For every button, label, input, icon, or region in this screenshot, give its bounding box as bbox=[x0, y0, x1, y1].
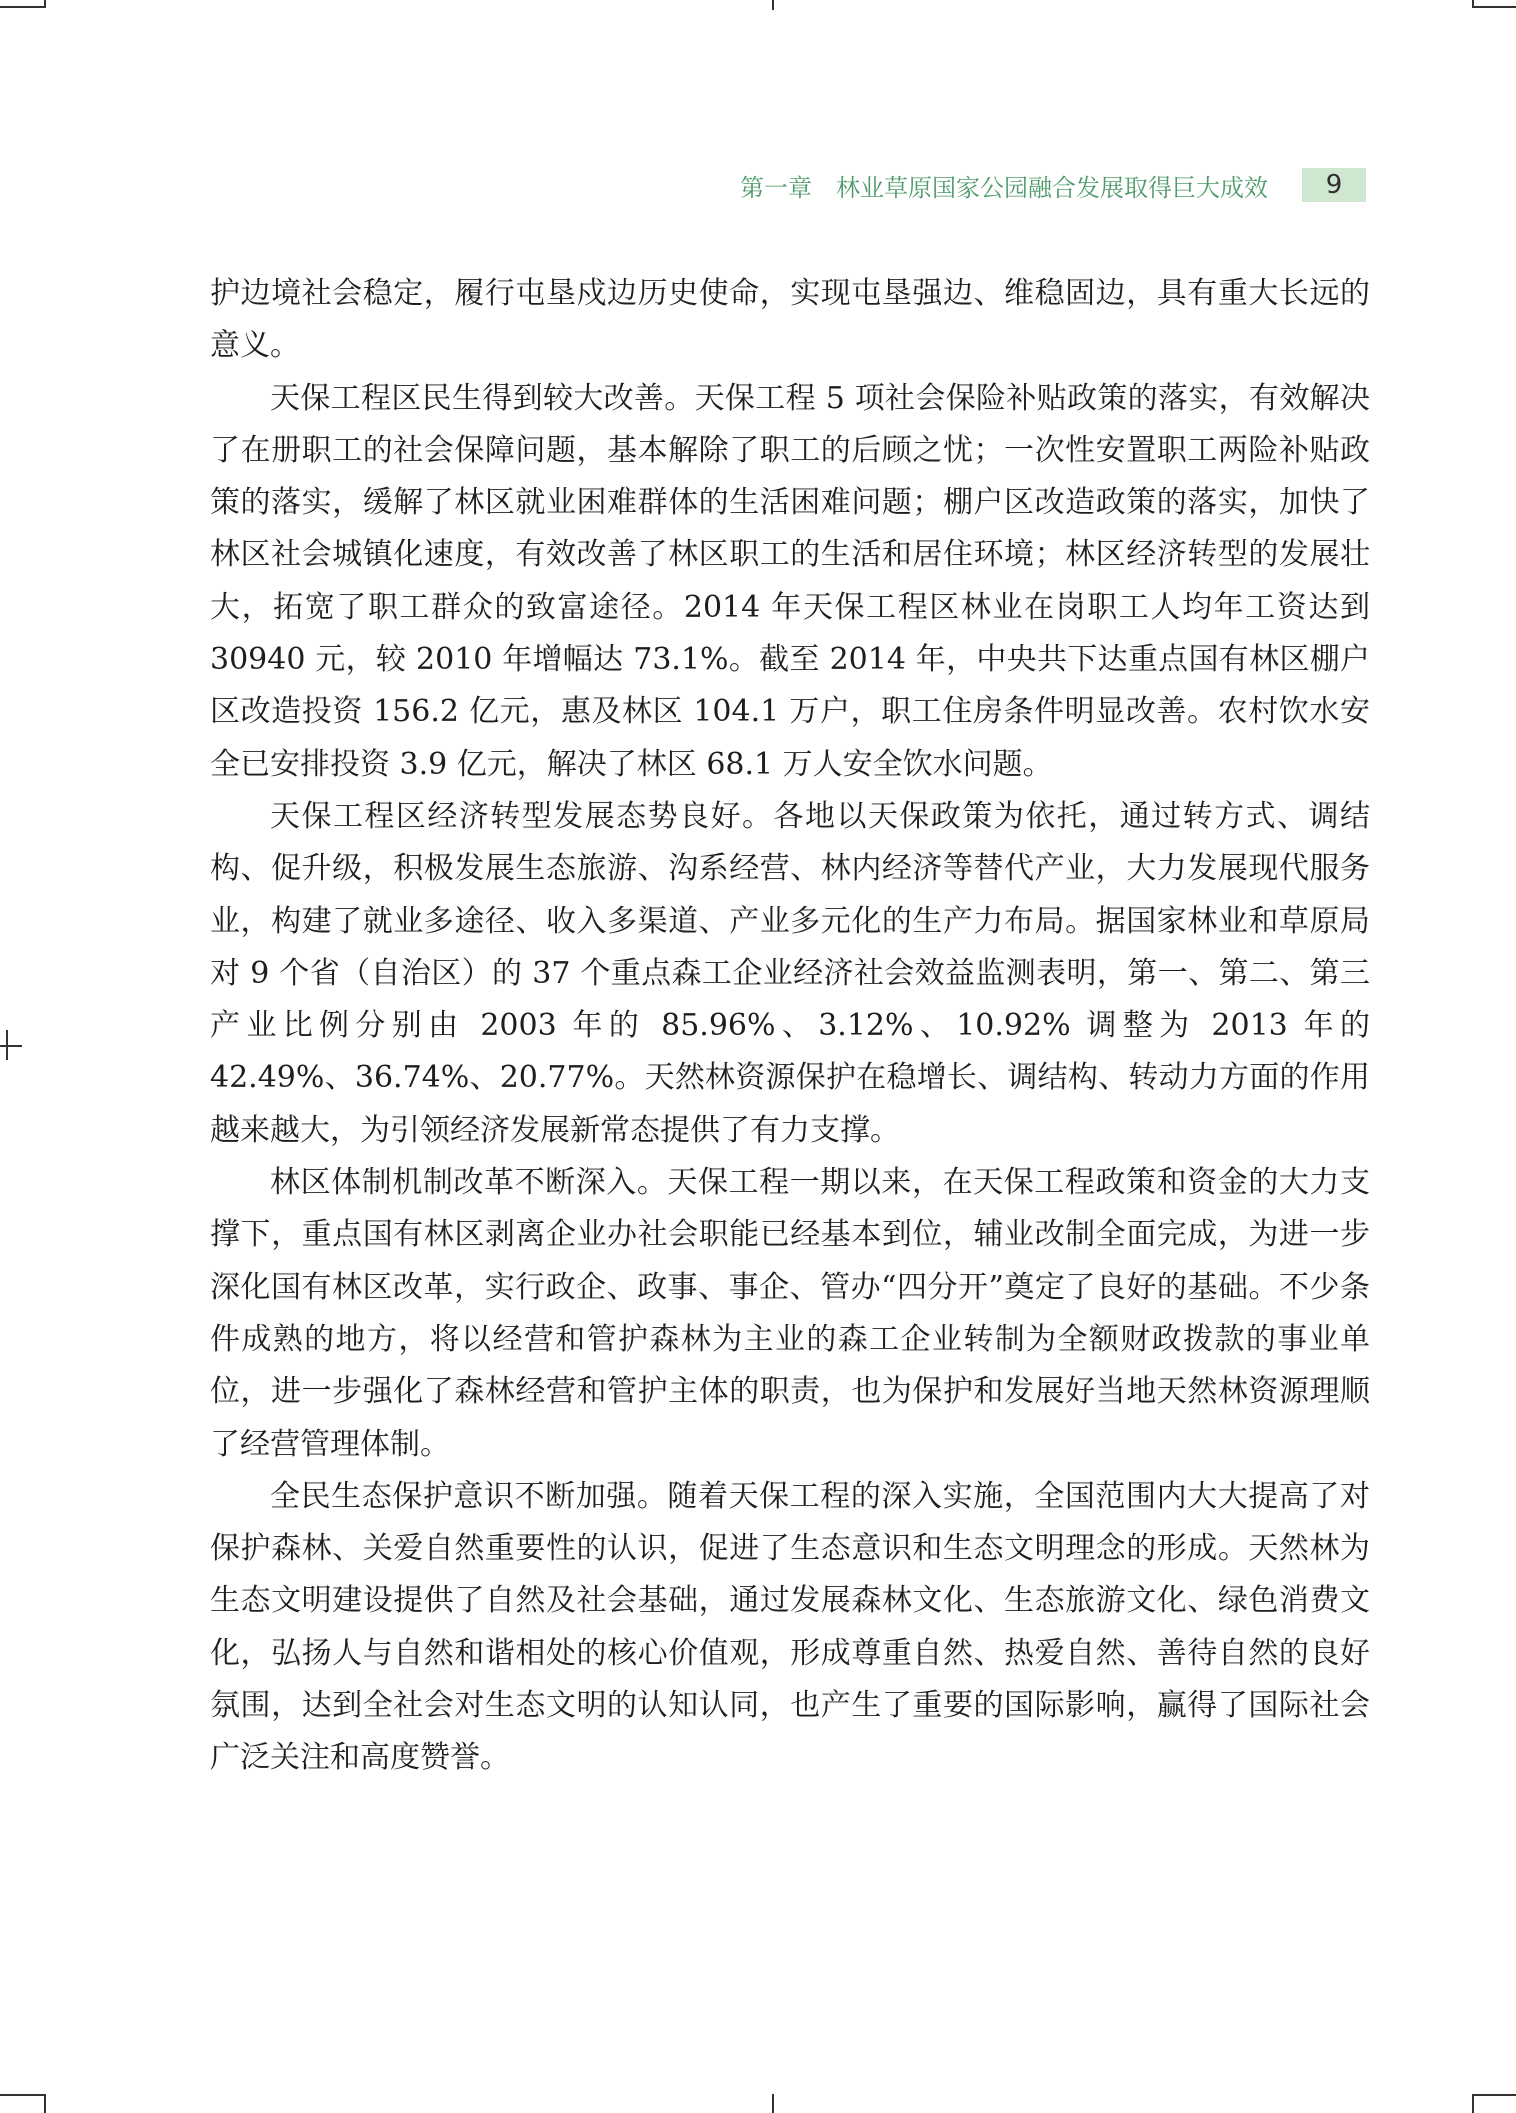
crop-mark-bottom-right-h bbox=[1472, 2094, 1516, 2096]
crop-mark-bottom-right-v bbox=[1472, 2094, 1474, 2113]
paragraph-ecological-awareness: 全民生态保护意识不断加强。随着天保工程的深入实施，全国范围内大大提高了对保护森林、关爱自然重要性的认识，促进了生态意识和生态文明理念的形成。天然林为生态文明建设提供了自然及社会基础，通过发展森林文化、生态旅游文化、绿色消费文化，弘扬人与自然和谐相处的核心价值观，形成尊重自然、热爱自然、善待自然的良好氛围，达到全社会对生态文明的认知认同，也产生了重要的国际影响，赢得了国际社会广泛关注和高度赞誉。 bbox=[210, 1478, 1370, 1776]
running-header bbox=[210, 168, 1366, 202]
crop-mark-top-center bbox=[772, 0, 774, 10]
crop-mark-left-middle-v bbox=[6, 1030, 8, 1060]
crop-mark-top-right-v bbox=[1472, 0, 1474, 8]
crop-mark-top-left-v bbox=[44, 0, 46, 8]
paragraph-institutional-reform: 林区体制机制改革不断深入。天保工程一期以来，在天保工程政策和资金的大力支撑下，重点国有林区剥离企业办社会职能已经基本到位，辅业改制全面完成，为进一步深化国有林区改革，实行政企、政事、事企、管办“四分开”奠定了良好的基础。不少条件成熟的地方，将以经营和管护森林为主业的森工企业转制为全额财政拨款的事业单位，进一步强化了森林经营和管护主体的职责，也为保护和发展好当地天然林资源理顺了经营管理体制。 bbox=[210, 1165, 1370, 1462]
paragraph-continuation: 护边境社会稳定，履行屯垦戍边历史使命，实现屯垦强边、维稳固边，具有重大长远的意义。 bbox=[210, 276, 1370, 364]
crop-mark-top-left-h bbox=[0, 6, 44, 8]
chapter-title: 第一章 林业草原国家公园融合发展取得巨大成效 bbox=[740, 173, 1268, 202]
crop-mark-bottom-left-v bbox=[44, 2094, 46, 2113]
page-number: 9 bbox=[1302, 168, 1366, 202]
crop-mark-bottom-center bbox=[772, 2094, 774, 2113]
paragraph-livelihood: 天保工程区民生得到较大改善。天保工程 5 项社会保险补贴政策的落实，有效解决了在册职工的社会保障问题，基本解除了职工的后顾之忧；一次性安置职工两险补贴政策的落实，缓解了林区就业困难群体的生活困难问题；棚户区改造政策的落实，加快了林区社会城镇化速度，有效改善了林区职工的生活和居住环境；林区经济转型的发展壮大，拓宽了职工群众的致富途径。2014 年天保工程区林业在岗职工人均年工资达到 30940 元，较 2010 年增幅达 73.1%。截至 2014 年，中央共下达重点国有林区棚户区改造投资 156.2 亿元，惠及林区 104.1 万户，职工住房条件明显改善。农村饮水安全已安排投资 3.9 亿元，解决了林区 68.1 万人安全饮水问题。 bbox=[210, 380, 1370, 782]
body-text bbox=[210, 268, 1370, 1785]
crop-mark-bottom-left-h bbox=[0, 2094, 44, 2096]
crop-mark-top-right-h bbox=[1472, 6, 1516, 8]
crop-mark-left-middle-h bbox=[0, 1045, 22, 1047]
paragraph-economic-transition: 天保工程区经济转型发展态势良好。各地以天保政策为依托，通过转方式、调结构、促升级，积极发展生态旅游、沟系经营、林内经济等替代产业，大力发展现代服务业，构建了就业多途径、收入多渠道、产业多元化的生产力布局。据国家林业和草原局对 9 个省（自治区）的 37 个重点森工企业经济社会效益监测表明，第一、第二、第三产业比例分别由 2003 年的 85.96%、3.12%、10.92% 调整为 2013 年的 42.49%、36.74%、20.77%。天然林资源保护在稳增长、调结构、转动力方面的作用越来越大，为引领经济发展新常态提供了有力支撑。 bbox=[210, 798, 1370, 1148]
